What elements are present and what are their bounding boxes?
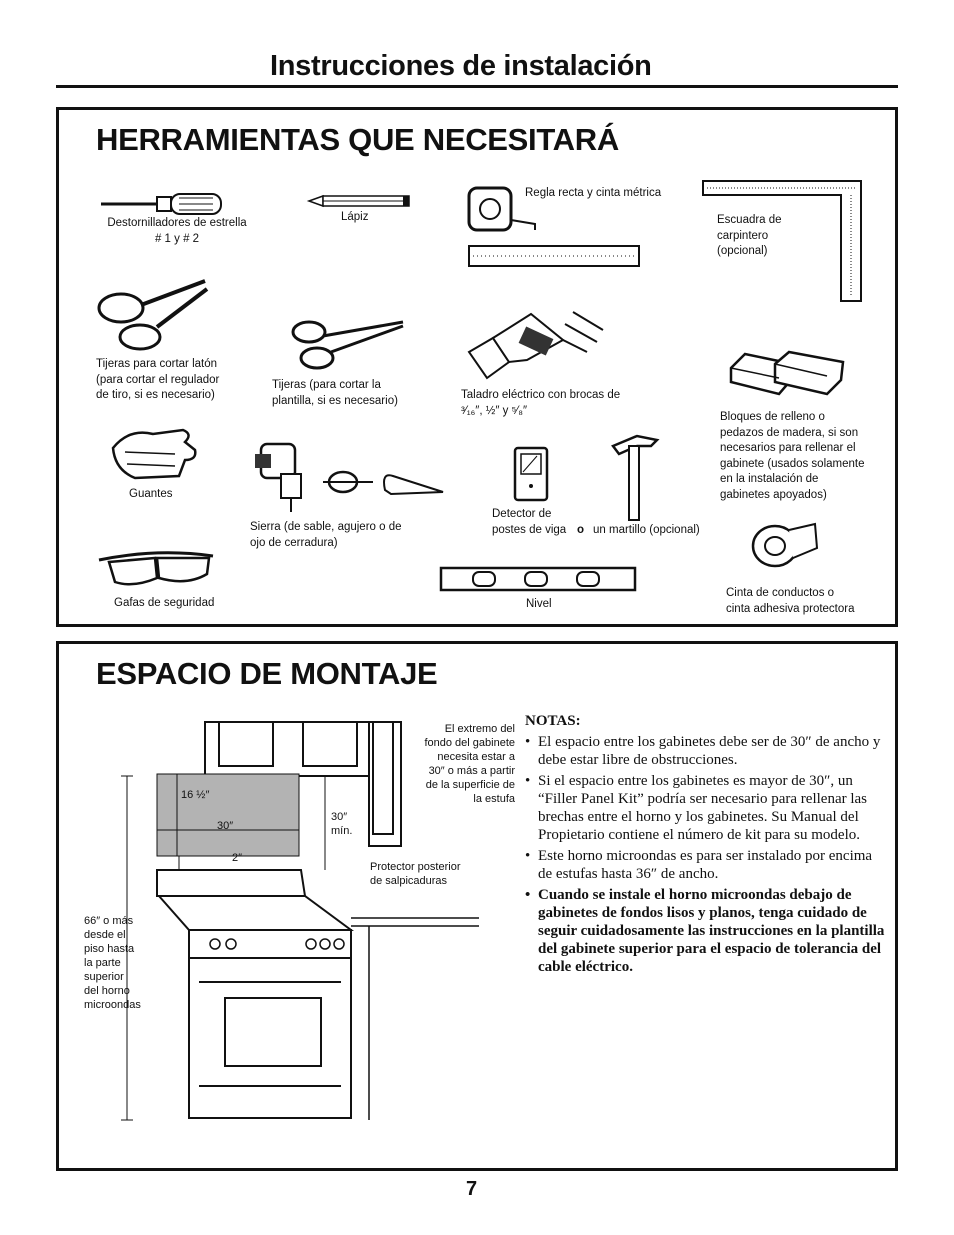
note-4: • Cuando se instale el horno microondas debajo de gabinetes de fondos lisos y planos, tenga cuidado de seguir cuidadosamente las instrucciones en la plantilla del gabinete superior para el espacio de tolerancia del cable eléctrico. — [525, 886, 885, 976]
tools-section-title: HERRAMIENTAS QUE NECESITARÁ — [96, 122, 619, 157]
tin-snips-label: Tijeras para cortar latón (para cortar el regulador de tiro, si es necesario) — [96, 358, 220, 401]
screwdriver-label: Destornilladores de estrella # 1 y # 2 — [107, 217, 247, 245]
duct-tape-label: Cinta de conductos o cinta adhesiva protectora — [726, 587, 855, 615]
saw-icon — [251, 440, 451, 520]
note-3: • Este horno microondas es para ser instalado por encima de estufas hasta 36″ de ancho. — [525, 847, 885, 883]
tools-panel — [56, 107, 898, 627]
pencil-icon — [307, 194, 417, 208]
hammer-icon — [611, 432, 661, 522]
goggles-label: Gafas de seguridad — [114, 597, 215, 609]
filler-blocks-label: Bloques de relleno o pedazos de madera, si son necesarios para rellenar el gabinete (usados solamente en la instalación de gabinetes apoyados) — [720, 411, 865, 501]
dim-30w: 30″ — [217, 820, 234, 832]
drill-label: Taladro eléctrico con brocas de ³⁄₁₆″, ½″ y ⁵⁄₈″ — [461, 389, 621, 417]
tape-label: Regla recta y cinta métrica — [525, 187, 662, 199]
page-number: 7 — [466, 1178, 478, 1200]
hammer-label: un martillo (opcional) — [593, 524, 700, 536]
drill-icon — [463, 302, 613, 388]
page-title: Instrucciones de instalación — [270, 50, 652, 82]
mounting-space-panel — [56, 641, 898, 1171]
stud-finder-icon — [513, 446, 549, 502]
title-rule — [56, 85, 898, 88]
saw-label: Sierra (de sable, agujero o de ojo de cerradura) — [250, 521, 402, 549]
dim-2: 2″ — [232, 852, 243, 864]
scissors-label: Tijeras (para cortar la plantilla, si es necesario) — [272, 379, 398, 407]
dim-16: 16 ½″ — [181, 789, 210, 801]
dim-30min: 30″ mín. — [331, 811, 353, 837]
cabinet-note: El extremo del fondo del gabinete necesita estar a 30″ o más a partir de la superficie de la estufa — [424, 723, 515, 805]
level-icon — [439, 566, 639, 594]
goggles-icon — [97, 546, 215, 590]
note-1: • El espacio entre los gabinetes debe ser de 30″ de ancho y debe estar libre de obstrucciones. — [525, 733, 885, 769]
space-section-title: ESPACIO DE MONTAJE — [96, 656, 438, 691]
tin-snips-icon — [95, 275, 215, 355]
or-label: o — [577, 524, 585, 536]
dim-66: 66″ o más desde el piso hasta la parte superior del horno microondas — [84, 915, 141, 1011]
gloves-label: Guantes — [129, 488, 173, 500]
notes-heading: NOTAS: — [525, 713, 581, 729]
level-label: Nivel — [526, 598, 552, 610]
square-label: Escuadra de carpintero (opcional) — [717, 214, 782, 257]
scissors-icon — [287, 314, 407, 374]
gloves-icon — [109, 424, 199, 482]
duct-tape-icon — [749, 522, 819, 572]
screwdriver-icon — [99, 190, 229, 218]
notes — [525, 712, 885, 979]
filler-blocks-icon — [729, 350, 849, 398]
pencil-label: Lápiz — [341, 211, 369, 223]
stud-finder-label: Detector de postes de viga — [492, 508, 567, 536]
backsplash-label: Protector posterior de salpicaduras — [370, 861, 461, 887]
note-2: • Si el espacio entre los gabinetes es mayor de 30″, un “Filler Panel Kit” podría ser necesario para rellenar las brechas entre el horno y los gabinetes. Su Manual del Propietario contiene el número de kit para su modelo. — [525, 772, 885, 844]
